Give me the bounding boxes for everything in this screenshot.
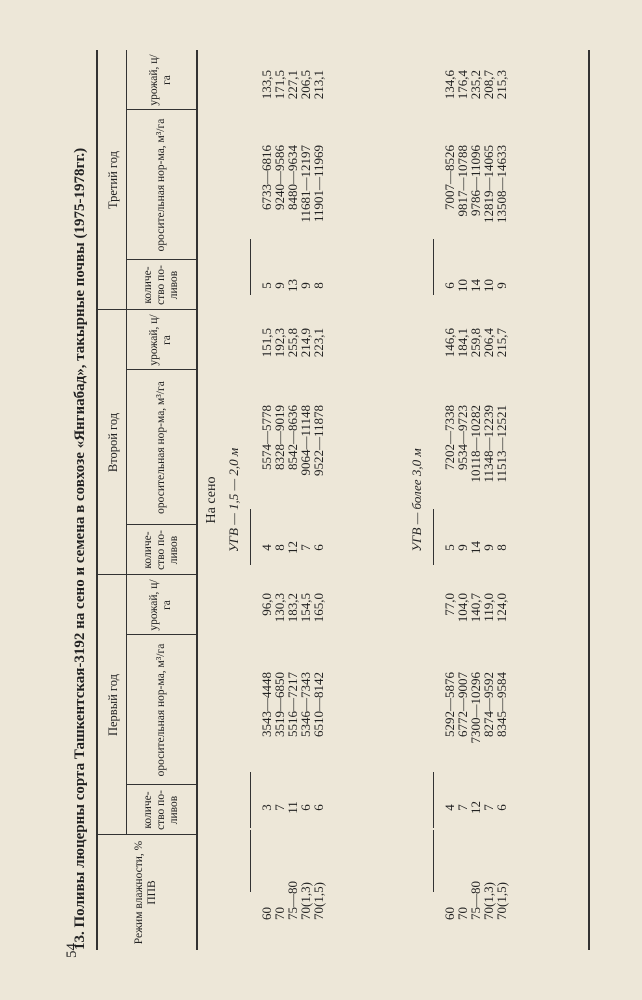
- table-cell: 96,0: [259, 593, 274, 616]
- table-cell: 9817—10788: [455, 145, 470, 217]
- table-cell: 7202—7338: [442, 405, 457, 470]
- table-cell: 11513—12521: [494, 405, 509, 483]
- table-cell: 7300—10296: [468, 672, 483, 744]
- vline-5: [126, 634, 196, 635]
- table-cell: 5: [259, 282, 274, 289]
- table-cell: 11: [285, 801, 300, 814]
- table-cell: 9064—11148: [298, 405, 313, 476]
- table-cell: 183,2: [285, 593, 300, 623]
- table-cell: 12819—14065: [481, 145, 496, 223]
- table-cell: 3543—4448: [259, 672, 274, 737]
- g1-y3-norm: [260, 145, 325, 250]
- table-cell: 214,9: [298, 328, 313, 358]
- g1-y2-count: [260, 535, 325, 560]
- table-cell: 215,3: [494, 70, 509, 100]
- table-cell: 130,3: [272, 593, 287, 623]
- table-cell: 235,2: [468, 70, 483, 100]
- header-yield-2: урожай, ц/га: [148, 314, 173, 366]
- g1-modes: [260, 840, 325, 920]
- table-cell: 5574—5778: [259, 405, 274, 470]
- header-norm-1: оросительная нор-ма, м³/га: [154, 643, 167, 777]
- table-cell: 6: [298, 804, 313, 811]
- header-norm-2: оросительная нор-ма, м³/га: [154, 381, 167, 514]
- table-cell: 6772—9007: [455, 672, 470, 737]
- vline-4: [126, 784, 196, 785]
- table-cell: 14: [468, 541, 483, 554]
- table-cell: 13508—14633: [494, 145, 509, 223]
- table-cell: 206,4: [481, 328, 496, 358]
- header-yield-1: урожай, ц/га: [148, 579, 173, 631]
- table-cell: 184,1: [455, 328, 470, 358]
- vline-8: [126, 259, 196, 260]
- table-cell: 9240—9586: [272, 145, 287, 210]
- table-cell: 75—80: [285, 881, 300, 920]
- table-cell: 14: [468, 279, 483, 292]
- header-count-3: количе-ство по-ливов: [141, 265, 180, 305]
- g2-y2-norm: [443, 405, 508, 510]
- table-cell: 60: [442, 907, 457, 920]
- table-cell: 119,0: [481, 593, 496, 622]
- page-number: 54: [64, 943, 80, 958]
- g2-rule-y3: [433, 239, 434, 295]
- table-cell: 171,5: [272, 70, 287, 100]
- table-cell: 8274—9592: [481, 672, 496, 737]
- g2-y3-yield: [443, 70, 508, 112]
- table-cell: 192,3: [272, 328, 287, 358]
- table-cell: 12: [285, 541, 300, 554]
- table-cell: 9534—9723: [455, 405, 470, 470]
- table-cell: 4: [442, 804, 457, 811]
- table-cell: 77,0: [442, 593, 457, 616]
- group-1-label: УГВ — 1,5 — 2,0 м: [226, 447, 241, 553]
- g2-y3-count: [443, 273, 508, 298]
- g1-y2-norm: [260, 405, 325, 510]
- table-cell: 6: [311, 804, 326, 811]
- header-mode: Режим влажности, % ППВ: [133, 840, 158, 945]
- table-cell: 10118—10282: [468, 405, 483, 483]
- g2-y1-count: [443, 795, 508, 820]
- g2-rule-y2: [433, 509, 434, 565]
- table-cell: 9: [481, 544, 496, 551]
- g1-y3-yield: [260, 70, 325, 112]
- table-cell: 4: [259, 544, 274, 551]
- vline-6: [126, 524, 196, 525]
- header-yield-3: урожай, ц/га: [148, 54, 173, 106]
- header-bottom-rule: [196, 50, 198, 950]
- g1-y2-yield: [260, 328, 325, 370]
- bottom-rule: [588, 50, 590, 950]
- table-cell: 6733—6816: [259, 145, 274, 210]
- table-cell: 133,5: [259, 70, 274, 100]
- g1-rule-y2: [250, 509, 251, 565]
- table-cell: 5292—5876: [442, 672, 457, 737]
- table-cell: 8345—9584: [494, 672, 509, 737]
- table-cell: 10: [481, 279, 496, 292]
- g1-y1-count: [260, 795, 325, 820]
- g2-y3-norm: [443, 145, 508, 250]
- table-cell: 8328—9019: [272, 405, 287, 470]
- table-cell: 7007—8526: [442, 145, 457, 210]
- table-cell: 6510—8142: [311, 672, 326, 737]
- table-cell: 223,1: [311, 328, 326, 358]
- g2-y2-count: [443, 535, 508, 560]
- g2-y1-yield: [443, 593, 508, 635]
- table-cell: 13: [285, 279, 300, 292]
- header-norm-3: оросительная нор-ма, м³/га: [154, 118, 167, 252]
- table-cell: 9: [272, 282, 287, 289]
- table-cell: 70: [272, 907, 287, 920]
- vline-9: [126, 109, 196, 110]
- table-cell: 70(1,3): [298, 882, 313, 920]
- table-cell: 8480—9634: [285, 145, 300, 210]
- table-cell: 3: [259, 804, 274, 811]
- table-cell: 8: [494, 544, 509, 551]
- table-cell: 9: [298, 282, 313, 289]
- table-cell: 154,5: [298, 593, 313, 623]
- table-cell: 146,6: [442, 328, 457, 358]
- table-cell: 70: [455, 907, 470, 920]
- table-cell: 5: [442, 544, 457, 551]
- g2-y2-yield: [443, 328, 508, 370]
- table-cell: 7: [298, 544, 313, 551]
- table-cell: 134,6: [442, 70, 457, 100]
- g1-y1-yield: [260, 593, 325, 635]
- table-cell: 60: [259, 907, 274, 920]
- table-cell: 6: [494, 804, 509, 811]
- table-cell: 9522—11878: [311, 405, 326, 477]
- g2-rule-mode: [433, 830, 434, 892]
- table-cell: 11348—12239: [481, 405, 496, 483]
- rotated-table: [70, 50, 590, 950]
- table-cell: 6: [311, 544, 326, 551]
- g2-rule-y1: [433, 772, 434, 828]
- table-cell: 206,5: [298, 70, 313, 100]
- table-cell: 140,7: [468, 593, 483, 623]
- table-cell: 6: [442, 282, 457, 289]
- table-cell: 7: [481, 804, 496, 811]
- group-2-label: УГВ — более 3,0 м: [409, 448, 424, 552]
- section-title: На сено: [204, 476, 219, 524]
- g1-rule-y3: [250, 239, 251, 295]
- table-cell: 104,0: [455, 593, 470, 623]
- table-cell: 7: [455, 804, 470, 811]
- table-cell: 151,5: [259, 328, 274, 358]
- g2-modes: [443, 840, 508, 920]
- table-cell: 75—80: [468, 881, 483, 920]
- table-cell: 227,1: [285, 70, 300, 100]
- header-count-2: количе-ство по-ливов: [141, 530, 180, 570]
- table-cell: 208,7: [481, 70, 496, 100]
- table-cell: 165,0: [311, 593, 326, 623]
- table-cell: 3519—6850: [272, 672, 287, 737]
- table-cell: 70(1,5): [311, 882, 326, 920]
- table-cell: 7: [272, 804, 287, 811]
- header-year-1: Первый год: [106, 674, 120, 737]
- table-cell: 70(1,5): [494, 882, 509, 920]
- table-cell: 8542—8636: [285, 405, 300, 470]
- table-cell: 176,4: [455, 70, 470, 100]
- table-cell: 8: [311, 282, 326, 289]
- year-rule: [126, 50, 127, 835]
- table-cell: 12: [468, 801, 483, 814]
- table-cell: 10: [455, 279, 470, 292]
- table-cell: 8: [272, 544, 287, 551]
- table-cell: 5346—7343: [298, 672, 313, 737]
- table-cell: 9: [455, 544, 470, 551]
- table-cell: 124,0: [494, 593, 509, 623]
- table-cell: 11901—11969: [311, 145, 326, 223]
- g1-rule-y1: [250, 772, 251, 828]
- table-cell: 5516—7217: [285, 672, 300, 737]
- vline-7: [126, 369, 196, 370]
- table-cell: 11681—12197: [298, 145, 313, 223]
- header-year-2: Второй год: [106, 412, 120, 473]
- table-cell: 255,8: [285, 328, 300, 358]
- table-cell: 9786—11096: [468, 145, 483, 217]
- g1-y3-count: [260, 273, 325, 298]
- top-rule: [96, 50, 98, 950]
- g1-y1-norm: [260, 672, 325, 770]
- table-cell: 259,8: [468, 328, 483, 358]
- table-title: 13. Поливы люцерны сорта Ташкентская-3192 на сено и семена в совхозе «Янгиабад», такырные почвы (1975-1978гг.): [72, 147, 88, 950]
- table-cell: 213,1: [311, 70, 326, 100]
- g2-y1-norm: [443, 672, 508, 770]
- g1-rule-mode: [250, 830, 251, 892]
- table-cell: 215,7: [494, 328, 509, 358]
- table-cell: 70(1,3): [481, 882, 496, 920]
- table-cell: 9: [494, 282, 509, 289]
- header-count-1: количе-ство по-ливов: [141, 790, 180, 830]
- header-year-3: Третий год: [106, 151, 120, 209]
